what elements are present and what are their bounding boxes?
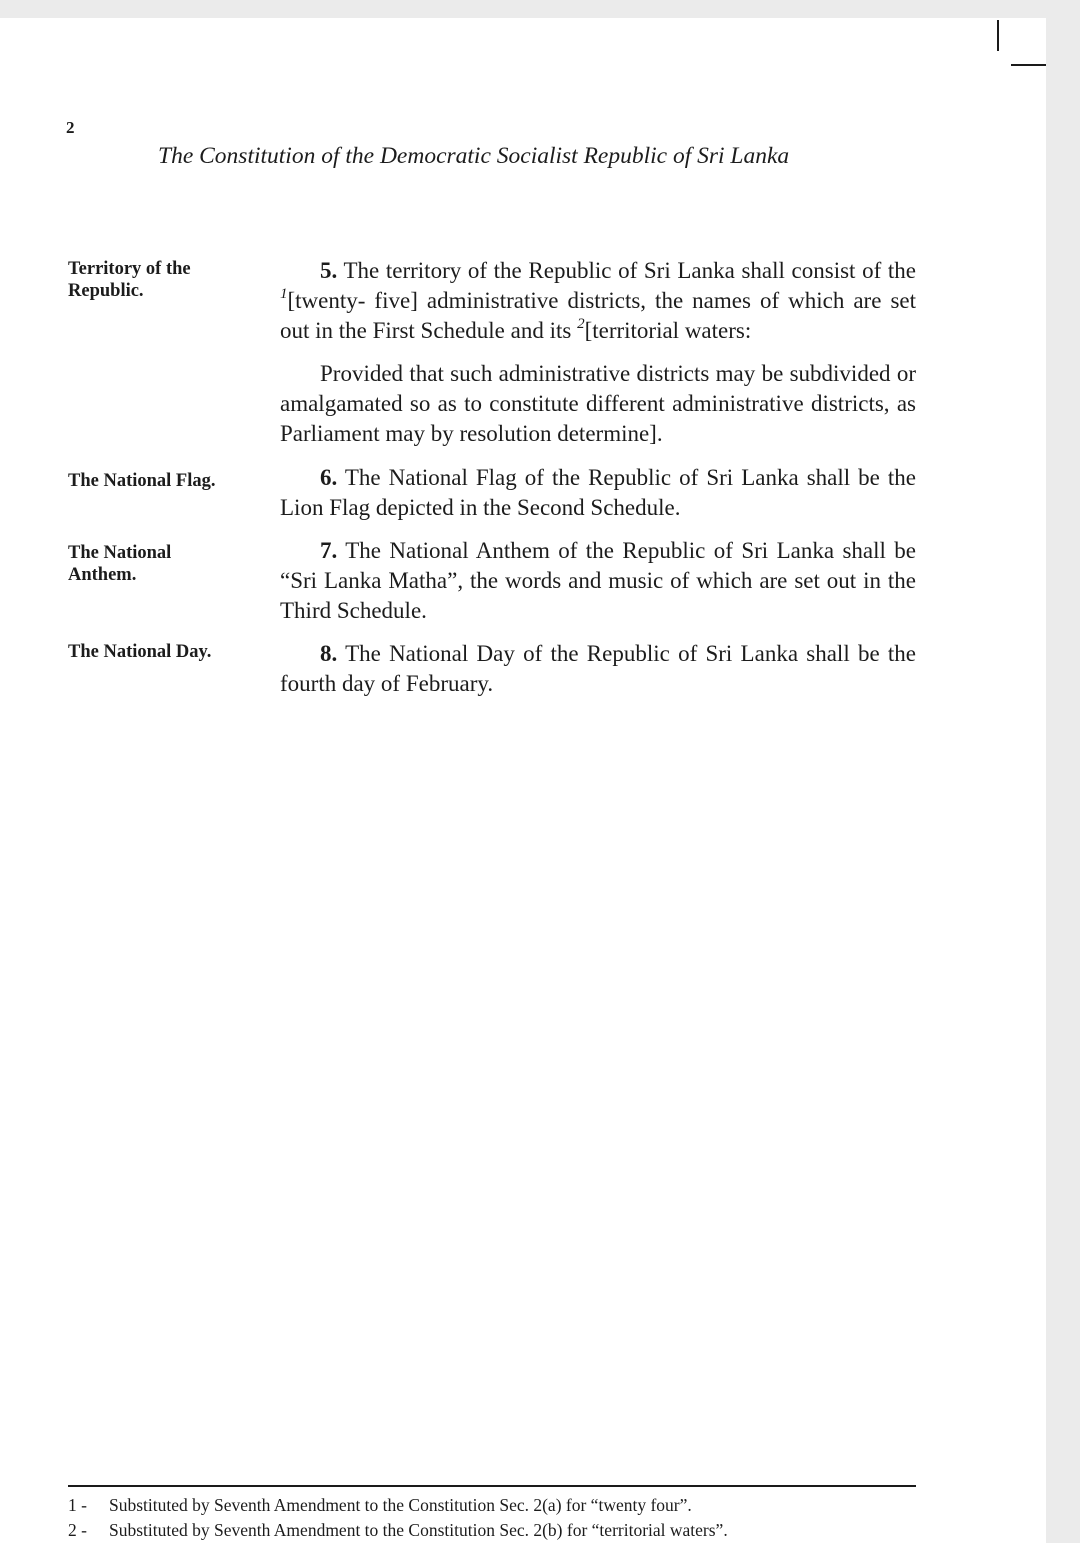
- running-title: The Constitution of the Democratic Socialist Republic of Sri Lanka: [158, 143, 790, 169]
- article-text: The National Flag of the Republic of Sri Lanka shall be the Lion Flag depicted in the Second Schedule.: [280, 465, 916, 520]
- article-6-paragraph: [280, 463, 916, 523]
- footnote-1: [68, 1494, 692, 1516]
- article-7-paragraph: [280, 536, 916, 626]
- margin-note-national-day: The National Day.: [68, 642, 212, 662]
- footnote-ref[interactable]: 1: [280, 286, 288, 302]
- margin-note-national-anthem: The National Anthem.: [68, 543, 172, 585]
- article-text: [twenty- five] administrative districts, the names of which are set out in the First Schedule and its: [280, 288, 916, 343]
- footnote-marker: 1 -: [68, 1495, 87, 1515]
- footnote-text: Substituted by Seventh Amendment to the Constitution Sec. 2(b) for “territorial waters”.: [109, 1520, 728, 1540]
- footnote-ref[interactable]: 2: [577, 316, 585, 332]
- article-number: 5.: [320, 258, 338, 283]
- article-8-paragraph: [280, 639, 916, 699]
- article-number: 8.: [320, 641, 338, 666]
- footnote-text: Substituted by Seventh Amendment to the Constitution Sec. 2(a) for “twenty four”.: [109, 1495, 692, 1515]
- margin-note-national-flag: The National Flag.: [68, 471, 216, 491]
- article-text: The territory of the Republic of Sri Lanka shall consist of the: [337, 258, 916, 283]
- footnote-divider: [68, 1485, 916, 1487]
- footnote-marker: 2 -: [68, 1520, 87, 1540]
- page-number: 2: [66, 118, 75, 137]
- article-5-paragraph: [280, 256, 916, 346]
- document-page: [0, 18, 1046, 1543]
- article-number: 7.: [320, 538, 338, 563]
- crop-mark-horizontal: [1011, 64, 1046, 66]
- article-text: The National Day of the Republic of Sri Lanka shall be the fourth day of February.: [280, 641, 916, 696]
- article-5-proviso: Provided that such administrative districts may be subdivided or amalgamated so as to constitute different administrative districts, as Parliament may by resolution determine].: [280, 361, 916, 446]
- footnote-2: [68, 1519, 728, 1541]
- article-text: [territorial waters:: [584, 318, 752, 343]
- margin-note-territory: Territory of the Republic.: [68, 259, 191, 301]
- article-number: 6.: [320, 465, 338, 490]
- crop-mark-vertical: [997, 20, 999, 51]
- article-text: The National Anthem of the Republic of Sri Lanka shall be “Sri Lanka Matha”, the words and music of which are set out in the Third Schedule.: [280, 538, 916, 623]
